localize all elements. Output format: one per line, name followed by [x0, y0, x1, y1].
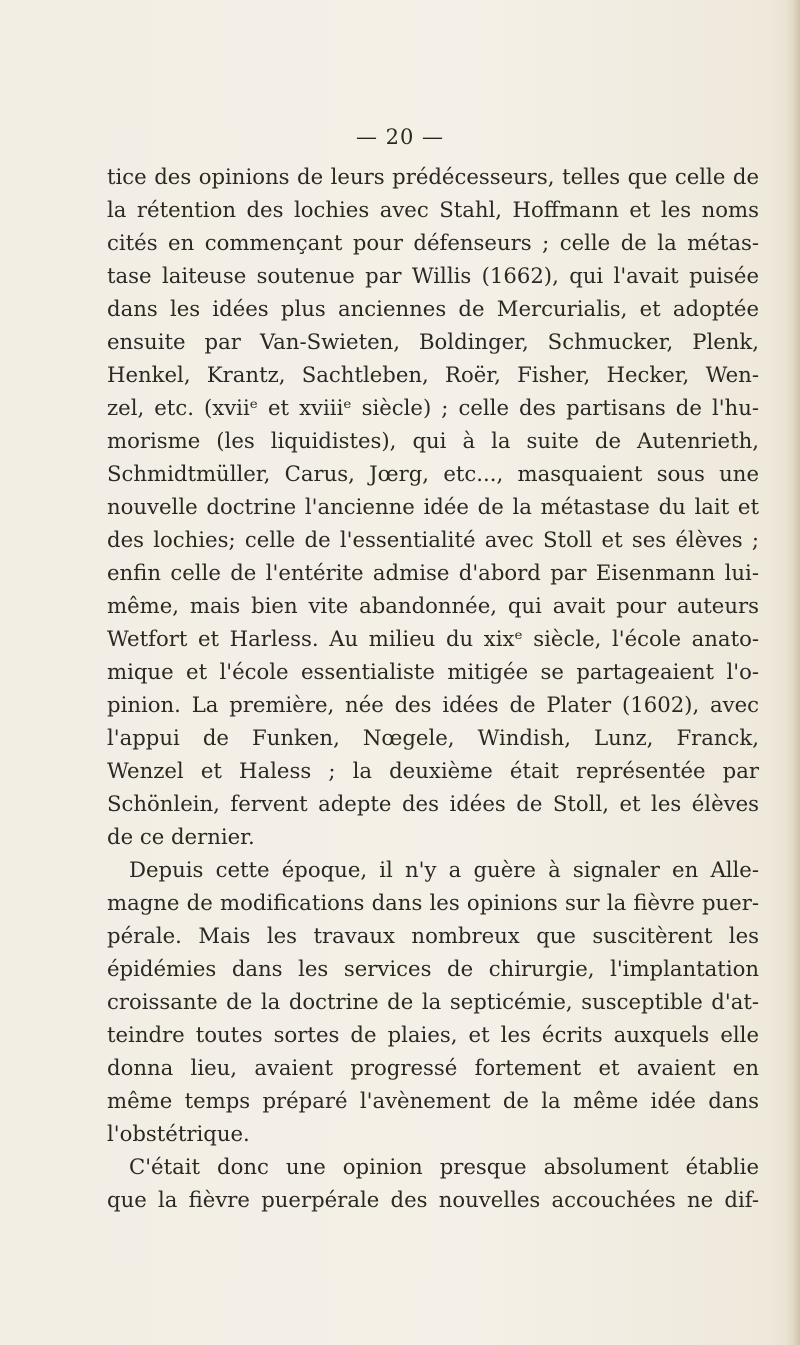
text-line: même temps préparé l'avènement de la même idée dans — [107, 1088, 759, 1113]
text-line: tase laiteuse soutenue par Willis (1662), qui l'avait puisée — [107, 263, 759, 288]
text-line: Wetfort et Harless. Au milieu du xixᵉ siècle, l'école anato- — [107, 626, 759, 651]
text-line: Schönlein, fervent adepte des idées de Stoll, et les élèves — [107, 791, 759, 816]
text-line-paragraph-end: de ce dernier. — [107, 824, 255, 849]
text-line: teindre toutes sortes de plaies, et les écrits auxquels elle — [107, 1022, 759, 1047]
text-line: Henkel, Krantz, Sachtleben, Roër, Fisher, Hecker, Wen- — [107, 362, 759, 387]
text-line: Wenzel et Haless ; la deuxième était représentée par — [107, 758, 759, 783]
text-line-paragraph-start: Depuis cette époque, il n'y a guère à signaler en Alle- — [129, 857, 759, 882]
page-edge-shadow — [786, 0, 800, 1345]
text-line: cités en commençant pour défenseurs ; celle de la métas- — [107, 230, 759, 255]
text-line-paragraph-end: l'obstétrique. — [107, 1121, 250, 1146]
text-line-paragraph-start: C'était donc une opinion presque absolument établie — [129, 1154, 759, 1179]
text-line: tice des opinions de leurs prédécesseurs, telles que celle de — [107, 164, 759, 189]
text-line: que la fièvre puerpérale des nouvelles accouchées ne dif- — [107, 1187, 759, 1212]
text-line: des lochies; celle de l'essentialité avec Stoll et ses élèves ; — [107, 527, 759, 552]
text-line: pérale. Mais les travaux nombreux que suscitèrent les — [107, 923, 759, 948]
text-line: croissante de la doctrine de la septicémie, susceptible d'at- — [107, 989, 759, 1014]
text-line: magne de modifications dans les opinions sur la fièvre puer- — [107, 890, 759, 915]
text-line: enfin celle de l'entérite admise d'abord par Eisenmann lui- — [107, 560, 759, 585]
text-line: la rétention des lochies avec Stahl, Hoffmann et les noms — [107, 197, 759, 222]
text-line: l'appui de Funken, Nœgele, Windish, Lunz, Franck, — [107, 725, 759, 750]
text-line: Schmidtmüller, Carus, Jœrg, etc..., masquaient sous une — [107, 461, 759, 486]
text-line: pinion. La première, née des idées de Plater (1602), avec — [107, 692, 759, 717]
text-line: même, mais bien vite abandonnée, qui avait pour auteurs — [107, 593, 759, 618]
text-line: épidémies dans les services de chirurgie, l'implantation — [107, 956, 759, 981]
text-line: mique et l'école essentialiste mitigée se partageaient l'o- — [107, 659, 759, 684]
page-number-header: — 20 — — [355, 125, 445, 149]
text-line: morisme (les liquidistes), qui à la suite de Autenrieth, — [107, 428, 759, 453]
text-line: donna lieu, avaient progressé fortement et avaient en — [107, 1055, 759, 1080]
text-line: zel, etc. (xviiᵉ et xviiiᵉ siècle) ; celle des partisans de l'hu- — [107, 395, 759, 420]
text-line: dans les idées plus anciennes de Mercurialis, et adoptée — [107, 296, 759, 321]
text-line: ensuite par Van-Swieten, Boldinger, Schmucker, Plenk, — [107, 329, 759, 354]
body-text — [107, 160, 759, 1216]
text-line: nouvelle doctrine l'ancienne idée de la métastase du lait et — [107, 494, 759, 519]
